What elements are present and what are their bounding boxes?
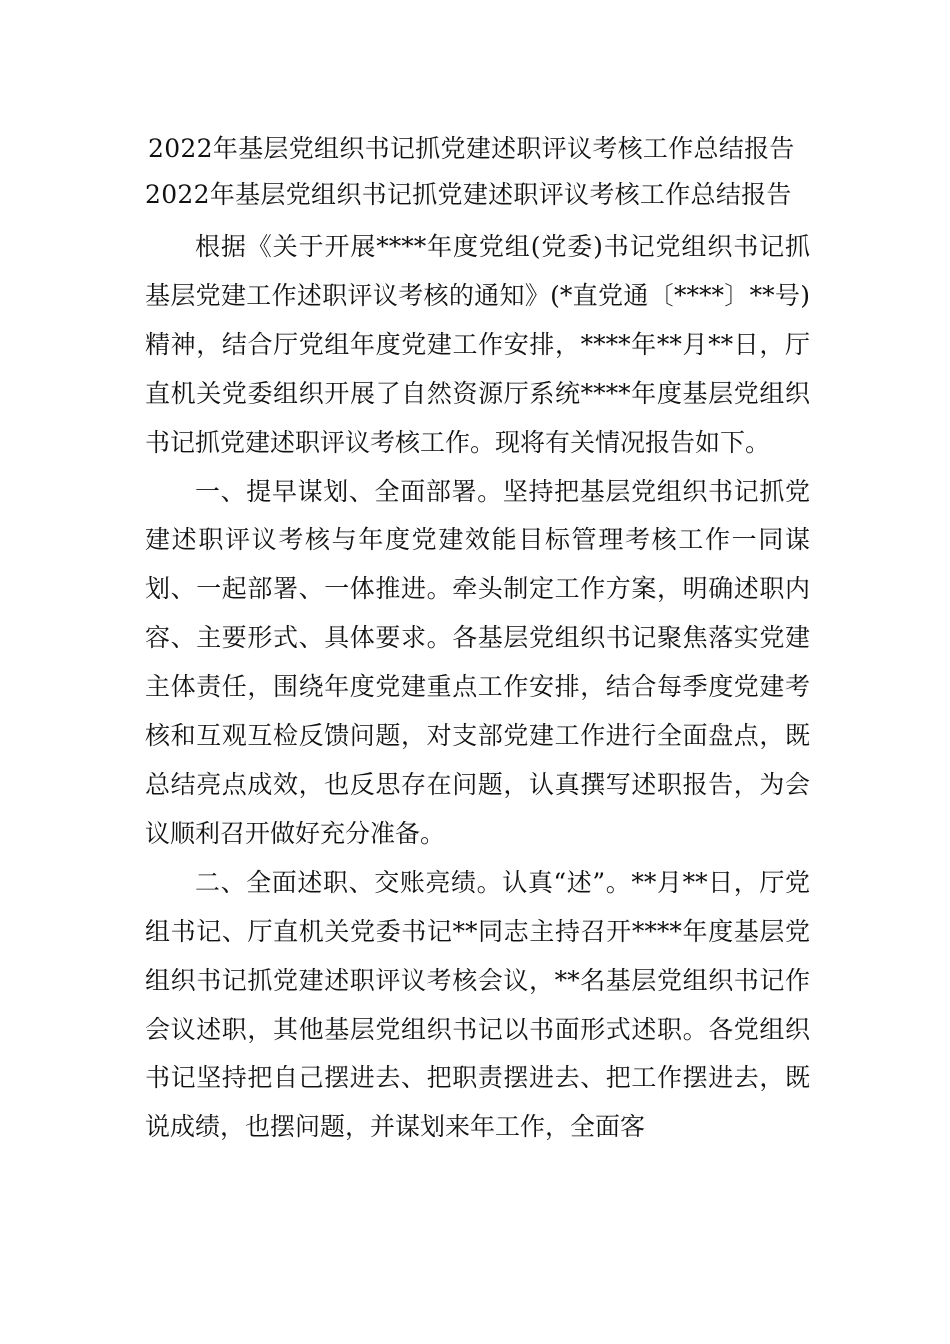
document-title-line-1: 2022年基层党组织书记抓党建述职评议考核工作总结报告 — [148, 134, 795, 163]
paragraph-section-2: 二、全面述职、交账亮绩。认真“述”。**月**日，厅党组书记、厅直机关党委书记**同志主持召开****年度基层党组织书记抓党建述职评议考核会议，**名基层党组织书记作会议述职，其他基层党组织书记以书面形式述职。各党组织书记坚持把自己摆进去、把职责摆进去、把工作摆进去，既说成绩，也摆问题，并谋划来年工作，全面客 — [145, 867, 810, 1142]
paragraph-section-1: 一、提早谋划、全面部署。坚持把基层党组织书记抓党建述职评议考核与年度党建效能目标管理考核工作一同谋划、一起部署、一体推进。牵头制定工作方案，明确述职内容、主要形式、具体要求。各基层党组织书记聚焦落实党建主体责任，围绕年度党建重点工作安排，结合每季度党建考核和互观互检反馈问题，对支部党建工作进行全面盘点，既总结亮点成效，也反思存在问题，认真撰写述职报告，为会议顺利召开做好充分准备。 — [145, 476, 810, 848]
document-title-line-2: 2022年基层党组织书记抓党建述职评议考核工作总结报告 — [145, 180, 792, 209]
document-body — [145, 126, 810, 1152]
paragraph-intro: 根据《关于开展****年度党组(党委)书记党组织书记抓基层党建工作述职评议考核的通知》(*直党通〔****〕**号)精神，结合厅党组年度党建工作安排，****年**月**日，厅直机关党委组织开展了自然资源厅系统****年度基层党组织书记抓党建述职评议考核工作。现将有关情况报告如下。 — [145, 232, 810, 457]
